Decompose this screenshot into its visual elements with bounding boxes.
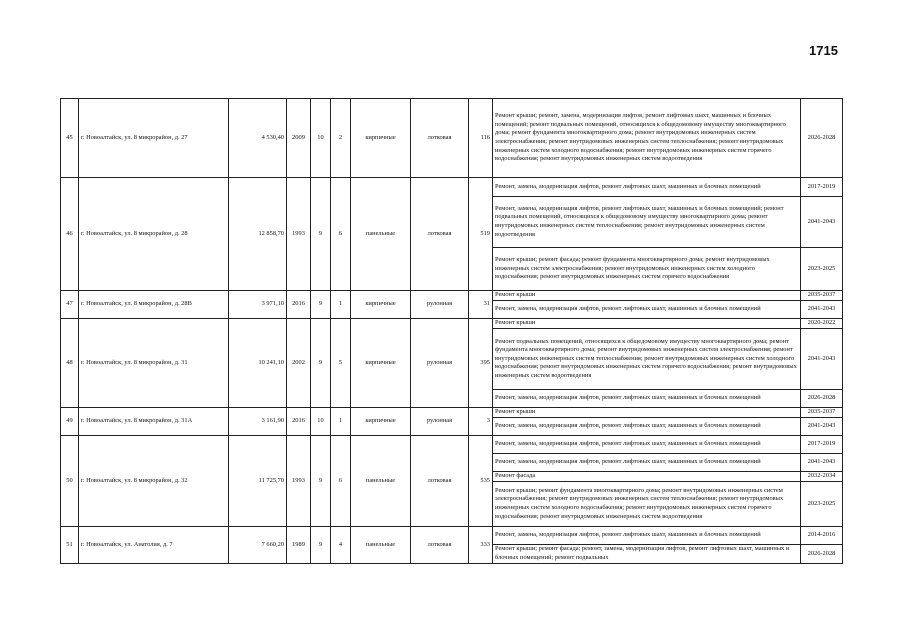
table-body <box>61 99 843 564</box>
cell-residents: 31 <box>469 291 493 319</box>
cell-area: 3 971,10 <box>229 291 287 319</box>
cell-roof: лотковая <box>411 178 469 291</box>
cell-floors: 9 <box>311 527 331 564</box>
cell-works: Ремонт, замена, модернизация лифтов, ремонт лифтовых шахт, машинных и блочных помещений <box>493 390 801 408</box>
cell-address: г. Новоалтайск, ул. 8 микрорайон, д. 31 <box>79 319 229 408</box>
cell-area: 7 660,20 <box>229 527 287 564</box>
cell-address: г. Новоалтайск, ул. 8 микрорайон, д. 28 <box>79 178 229 291</box>
cell-period: 2026-2028 <box>801 99 843 178</box>
cell-floors: 9 <box>311 319 331 408</box>
cell-works: Ремонт, замена, модернизация лифтов, ремонт лифтовых шахт, машинных и блочных помещений <box>493 527 801 545</box>
cell-works: Ремонт крыши; ремонт фасада; ремонт фундамента многоквартирного дома; ремонт внутридомовых инженерных систем электроснабжения; ремонт внутридомовых инженерных систем холодного водоснабжения; ремонт внутридомовых инженерных систем горячего водоснабжения <box>493 248 801 291</box>
cell-residents: 519 <box>469 178 493 291</box>
cell-floors: 9 <box>311 178 331 291</box>
capital-repair-table <box>60 98 843 564</box>
cell-period: 2026-2028 <box>801 390 843 408</box>
cell-works: Ремонт, замена, модернизация лифтов, ремонт лифтовых шахт, машинных и блочных помещений <box>493 454 801 472</box>
cell-year: 2016 <box>287 408 311 436</box>
cell-period: 2041-2043 <box>801 301 843 319</box>
cell-works: Ремонт подвальных помещений, относящихся к общедомовому имуществу многоквартирного дома; ремонт фундамента многоквартирного дома; ремонт внутридомовых инженерных систем электроснабжения; ремонт внутридомовых инженерных систем теплоснабжения; ремонт внутридомовых инженерных систем холодного водоснабжения; ремонт внутридомовых инженерных систем горячего водоснабжения; ремонт внутридомовых инженерных систем водоотведения <box>493 329 801 390</box>
cell-roof: лотковая <box>411 99 469 178</box>
cell-area: 10 241,10 <box>229 319 287 408</box>
table-row <box>61 319 843 329</box>
cell-entrances: 2 <box>331 99 351 178</box>
cell-works: Ремонт крыши; ремонт, замена, модернизация лифтов, ремонт лифтовых шахт, машинных и блочных помещений; ремонт подвальных помещений, относящихся к общедомовому имуществу многоквартирного дома; ремонт фундамента многоквартирного дома; ремонт внутридомовых инженерных систем электроснабжения; ремонт внутридомовых инженерных систем теплоснабжения; ремонт внутридомовых инженерных систем холодного водоснабжения; ремонт внутридомовых инженерных систем горячего водоснабжения; ремонт внутридомовых инженерных систем водоотведения <box>493 99 801 178</box>
cell-period: 2023-2025 <box>801 248 843 291</box>
cell-period: 2035-2037 <box>801 408 843 418</box>
cell-period: 2041-2043 <box>801 454 843 472</box>
cell-num: 47 <box>61 291 79 319</box>
table-row <box>61 436 843 454</box>
cell-wall: кирпичные <box>351 408 411 436</box>
cell-floors: 10 <box>311 408 331 436</box>
cell-works: Ремонт, замена, модернизация лифтов, ремонт лифтовых шахт, машинных и блочных помещений <box>493 436 801 454</box>
cell-wall: кирпичные <box>351 99 411 178</box>
cell-year: 1993 <box>287 436 311 527</box>
cell-period: 2041-2043 <box>801 418 843 436</box>
cell-period: 2026-2028 <box>801 545 843 564</box>
cell-works: Ремонт, замена, модернизация лифтов, ремонт лифтовых шахт, машинных и блочных помещений; ремонт подвальных помещений, относящихся к общедомовому имуществу многоквартирного дома; ремонт внутридомовых инженерных систем теплоснабжения; ремонт внутридомовых инженерных систем водоотведения <box>493 197 801 248</box>
cell-entrances: 6 <box>331 436 351 527</box>
cell-works: Ремонт крыши; ремонт фундамента многоквартирного дома; ремонт внутридомовых инженерных систем электроснабжения; ремонт внутридомовых инженерных систем теплоснабжения; ремонт внутридомовых инженерных систем холодного водоснабжения; ремонт внутридомовых инженерных систем горячего водоснабжения; ремонт внутридомовых инженерных систем водоотведения <box>493 482 801 527</box>
page-number: 1715 <box>809 43 838 58</box>
cell-year: 2016 <box>287 291 311 319</box>
cell-entrances: 1 <box>331 408 351 436</box>
cell-area: 11 725,70 <box>229 436 287 527</box>
cell-roof: рулонная <box>411 291 469 319</box>
cell-wall: кирпичные <box>351 319 411 408</box>
cell-num: 46 <box>61 178 79 291</box>
cell-residents: 116 <box>469 99 493 178</box>
cell-year: 1993 <box>287 178 311 291</box>
cell-area: 12 858,70 <box>229 178 287 291</box>
cell-roof: рулонная <box>411 319 469 408</box>
cell-num: 45 <box>61 99 79 178</box>
cell-period: 2032-2034 <box>801 472 843 482</box>
cell-wall: кирпичные <box>351 291 411 319</box>
table-row <box>61 99 843 178</box>
cell-residents: 535 <box>469 436 493 527</box>
cell-entrances: 1 <box>331 291 351 319</box>
cell-year: 2002 <box>287 319 311 408</box>
cell-floors: 9 <box>311 436 331 527</box>
cell-roof: лотковая <box>411 527 469 564</box>
cell-roof: лотковая <box>411 436 469 527</box>
cell-num: 48 <box>61 319 79 408</box>
cell-works: Ремонт крыши <box>493 291 801 301</box>
cell-residents: 3 <box>469 408 493 436</box>
cell-entrances: 5 <box>331 319 351 408</box>
table-row <box>61 178 843 197</box>
cell-period: 2017-2019 <box>801 178 843 197</box>
cell-works: Ремонт крыши; ремонт фасада; ремонт, замена, модернизация лифтов, ремонт лифтовых шахт, машинных и блочных помещений; ремонт подвальных <box>493 545 801 564</box>
table-row <box>61 408 843 418</box>
cell-period: 2014-2016 <box>801 527 843 545</box>
cell-period: 2035-2037 <box>801 291 843 301</box>
cell-address: г. Новоалтайск, ул. 8 микрорайон, д. 28В <box>79 291 229 319</box>
cell-works: Ремонт крыши <box>493 408 801 418</box>
cell-floors: 9 <box>311 291 331 319</box>
cell-wall: панельные <box>351 178 411 291</box>
table-row <box>61 291 843 301</box>
cell-works: Ремонт крыши <box>493 319 801 329</box>
cell-entrances: 4 <box>331 527 351 564</box>
cell-works: Ремонт, замена, модернизация лифтов, ремонт лифтовых шахт, машинных и блочных помещений <box>493 301 801 319</box>
cell-period: 2020-2022 <box>801 319 843 329</box>
cell-area: 4 530,40 <box>229 99 287 178</box>
cell-year: 2009 <box>287 99 311 178</box>
cell-wall: панельные <box>351 527 411 564</box>
cell-residents: 333 <box>469 527 493 564</box>
cell-period: 2041-2043 <box>801 329 843 390</box>
cell-entrances: 6 <box>331 178 351 291</box>
cell-period: 2023-2025 <box>801 482 843 527</box>
cell-area: 3 161,90 <box>229 408 287 436</box>
cell-address: г. Новоалтайск, ул. 8 микрорайон, д. 32 <box>79 436 229 527</box>
cell-roof: рулонная <box>411 408 469 436</box>
cell-num: 51 <box>61 527 79 564</box>
cell-num: 50 <box>61 436 79 527</box>
cell-address: г. Новоалтайск, ул. 8 микрорайон, д. 31А <box>79 408 229 436</box>
cell-period: 2017-2019 <box>801 436 843 454</box>
cell-period: 2041-2043 <box>801 197 843 248</box>
cell-works: Ремонт, замена, модернизация лифтов, ремонт лифтовых шахт, машинных и блочных помещений <box>493 418 801 436</box>
table-row <box>61 527 843 545</box>
cell-address: г. Новоалтайск, ул. Анатолия, д. 7 <box>79 527 229 564</box>
cell-works: Ремонт фасада <box>493 472 801 482</box>
cell-address: г. Новоалтайск, ул. 8 микрорайон, д. 27 <box>79 99 229 178</box>
cell-floors: 10 <box>311 99 331 178</box>
cell-year: 1989 <box>287 527 311 564</box>
cell-num: 49 <box>61 408 79 436</box>
cell-wall: панельные <box>351 436 411 527</box>
cell-works: Ремонт, замена, модернизация лифтов, ремонт лифтовых шахт, машинных и блочных помещений <box>493 178 801 197</box>
cell-residents: 395 <box>469 319 493 408</box>
